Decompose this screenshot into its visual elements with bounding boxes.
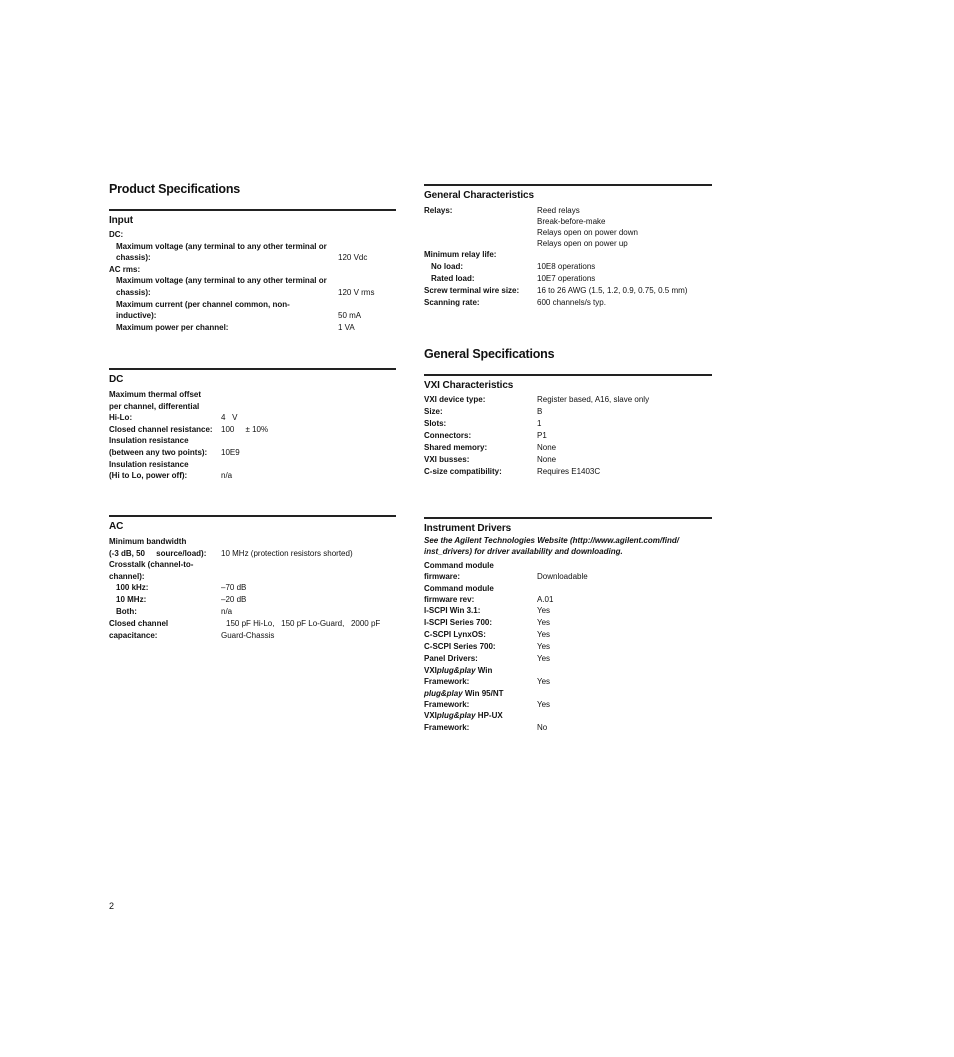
- pp2-post: Win 95/NT: [462, 688, 504, 698]
- bw-value: 10 MHz (protection resistors shorted): [221, 548, 353, 558]
- vxi-heading: VXI Characteristics: [424, 380, 514, 391]
- ct-both-label: Both:: [116, 606, 137, 616]
- drivers-note: [424, 535, 714, 557]
- ins2-value: n/a: [221, 471, 233, 481]
- cs700-label: C-SCPI Series 700:: [424, 642, 496, 652]
- vxi-label: VXI device type:: [424, 395, 486, 404]
- offset-label-2: per channel, differential: [109, 401, 200, 411]
- drivers-note-line-1: See the Agilent Technologies Website (http://www.agilent.com/find/: [424, 536, 679, 545]
- vxi-value: P1: [537, 431, 547, 440]
- w31-label: I-SCPI Win 3.1:: [424, 606, 481, 616]
- ac-maxv-value: 120 V rms: [338, 287, 375, 297]
- ac-heading: AC: [109, 521, 124, 532]
- vxi-label: Slots:: [424, 419, 447, 428]
- general-characteristics-heading: General Characteristics: [424, 190, 534, 201]
- dc-rule: [109, 368, 396, 370]
- drivers-rule: [424, 517, 712, 519]
- cap-value-1: 150 pF Hi-Lo, 150 pF Lo-Guard, 2000 pF: [226, 619, 381, 629]
- scan-value: 600 channels/s typ.: [537, 298, 606, 307]
- pp1-post: Win: [475, 666, 493, 676]
- cap-label-2: capacitance:: [109, 630, 158, 640]
- vxi-label: C-size compatibility:: [424, 467, 502, 476]
- relays-label: Relays:: [424, 206, 453, 215]
- vxi-label: Connectors:: [424, 431, 472, 440]
- ct-label-1: Crosstalk (channel-to-: [109, 560, 194, 570]
- wire-label: Screw terminal wire size:: [424, 286, 520, 295]
- cs700-value: Yes: [537, 642, 551, 652]
- pp3-label-1: [424, 710, 503, 721]
- dc-maxv-label-1: Maximum voltage (any terminal to any other terminal or: [116, 241, 327, 251]
- panel-label: Panel Drivers:: [424, 654, 478, 664]
- s700-label: I-SCPI Series 700:: [424, 618, 493, 628]
- dc-maxv-label-2: chassis):: [116, 253, 151, 263]
- maxi-label-2: inductive):: [116, 311, 157, 321]
- ct-label-2: channel):: [109, 571, 145, 581]
- input-block: [109, 229, 399, 333]
- cmf-label-2: firmware:: [424, 572, 461, 582]
- offset-label-3: Hi-Lo:: [109, 413, 133, 423]
- vxi-label: Shared memory:: [424, 443, 488, 452]
- ac-label: AC rms:: [109, 264, 141, 274]
- vxi-value: Requires E1403C: [537, 467, 601, 476]
- cmf-value: Downloadable: [537, 572, 588, 582]
- ac-rule: [109, 515, 396, 517]
- ins2-label-1: Insulation resistance: [109, 459, 189, 469]
- vxi-label: Size:: [424, 407, 443, 416]
- ins1-label-2: (between any two points):: [109, 447, 208, 457]
- lynx-value: Yes: [537, 630, 551, 640]
- ac-maxv-label-1: Maximum voltage (any terminal to any other terminal or: [116, 276, 327, 286]
- maxp-value: 1 VA: [338, 322, 355, 332]
- pp3-pre: VXI: [424, 711, 437, 721]
- vxi-row: [424, 418, 714, 430]
- dc-maxv-value: 120 Vdc: [338, 253, 368, 263]
- vxi-row: [424, 394, 714, 406]
- dc-heading: DC: [109, 374, 124, 385]
- ins1-label-1: Insulation resistance: [109, 436, 189, 446]
- pp2-value: Yes: [537, 700, 551, 710]
- vxi-row: [424, 466, 714, 478]
- pp1-label-2: Framework:: [424, 677, 470, 687]
- cap-value-2: Guard-Chassis: [221, 630, 275, 640]
- relays-value-2: Break-before-make: [537, 217, 606, 226]
- ct-100k-value: –70 dB: [221, 583, 247, 593]
- ct-10m-label: 10 MHz:: [116, 594, 147, 604]
- bw-label-2: (-3 dB, 50 source/load):: [109, 548, 207, 558]
- lynx-label: C-SCPI LynxOS:: [424, 630, 486, 640]
- ccr-label: Closed channel resistance:: [109, 424, 213, 434]
- pp1-label-1: [424, 665, 492, 676]
- dc-label: DC:: [109, 230, 124, 239]
- ins1-value: 10E9: [221, 447, 240, 457]
- ct-100k-label: 100 kHz:: [116, 583, 149, 593]
- wire-value: 16 to 26 AWG (1.5, 1.2, 0.9, 0.75, 0.5 mm): [537, 286, 688, 295]
- vxi-value: 1: [537, 419, 542, 428]
- maxi-label-1: Maximum current (per channel common, non-: [116, 299, 290, 309]
- cmr-label-1: Command module: [424, 583, 494, 593]
- cmr-value: A.01: [537, 594, 554, 604]
- w31-value: Yes: [537, 606, 551, 616]
- general-specifications-title: General Specifications: [424, 347, 555, 361]
- drivers-block: [424, 560, 714, 733]
- pp3-post: HP-UX: [475, 711, 503, 721]
- pp3-label-2: Framework:: [424, 722, 470, 732]
- vxi-value: None: [537, 455, 557, 464]
- scan-label: Scanning rate:: [424, 298, 480, 307]
- product-specifications-title: Product Specifications: [109, 182, 241, 196]
- life-label: Minimum relay life:: [424, 250, 497, 259]
- maxp-label: Maximum power per channel:: [116, 322, 229, 332]
- ac-block: [109, 536, 399, 641]
- offset-label-1: Maximum thermal offset: [109, 390, 202, 399]
- general-characteristics-block: [424, 205, 714, 309]
- noload-label: No load:: [431, 262, 463, 271]
- vxi-value: B: [537, 407, 543, 416]
- s700-value: Yes: [537, 618, 551, 628]
- pp1-pre: VXI: [424, 666, 437, 676]
- input-heading: Input: [109, 215, 133, 226]
- cmf-label-1: Command module: [424, 561, 494, 570]
- vxi-label: VXI busses:: [424, 455, 470, 464]
- ct-10m-value: –20 dB: [221, 594, 247, 604]
- vxi-value: Register based, A16, slave only: [537, 395, 650, 404]
- pp1-ital: plug&play: [436, 666, 476, 676]
- cmr-label-2: firmware rev:: [424, 594, 475, 604]
- relays-value-3: Relays open on power down: [537, 228, 638, 237]
- relays-value-4: Relays open on power up: [537, 239, 628, 248]
- relays-value-1: Reed relays: [537, 206, 580, 215]
- pp3-ital: plug&play: [436, 711, 476, 721]
- ccr-value: 100 ± 10%: [221, 424, 269, 434]
- cap-label-1: Closed channel: [109, 619, 169, 629]
- pp2-label-2: Framework:: [424, 700, 470, 710]
- vxi-row: [424, 406, 714, 418]
- general-characteristics-rule: [424, 184, 712, 186]
- vxi-row: [424, 442, 714, 454]
- page-number: 2: [109, 901, 115, 911]
- pp3-value: No: [537, 722, 548, 732]
- ac-maxv-label-2: chassis):: [116, 287, 151, 297]
- vxi-row: [424, 430, 714, 442]
- drivers-heading: Instrument Drivers: [424, 523, 512, 534]
- vxi-value: None: [537, 443, 557, 452]
- ins2-label-2: (Hi to Lo, power off):: [109, 471, 188, 481]
- ct-both-value: n/a: [221, 606, 233, 616]
- maxi-value: 50 mA: [338, 311, 362, 321]
- pp2-ital: plug&play: [424, 688, 463, 698]
- offset-value: 4 V: [221, 413, 238, 423]
- bw-label-1: Minimum bandwidth: [109, 537, 187, 546]
- vxi-row: [424, 454, 714, 466]
- vxi-rule: [424, 374, 712, 376]
- pp2-label-1: [424, 688, 504, 699]
- dc-block: [109, 389, 399, 482]
- vxi-block: [424, 394, 714, 478]
- pp1-value: Yes: [537, 677, 551, 687]
- rated-label: Rated load:: [431, 274, 475, 283]
- rated-value: 10E7 operations: [537, 274, 596, 283]
- noload-value: 10E8 operations: [537, 262, 596, 271]
- input-rule: [109, 209, 396, 211]
- panel-value: Yes: [537, 654, 551, 664]
- drivers-note-line-2: inst_drivers) for driver availability and downloading.: [424, 547, 623, 556]
